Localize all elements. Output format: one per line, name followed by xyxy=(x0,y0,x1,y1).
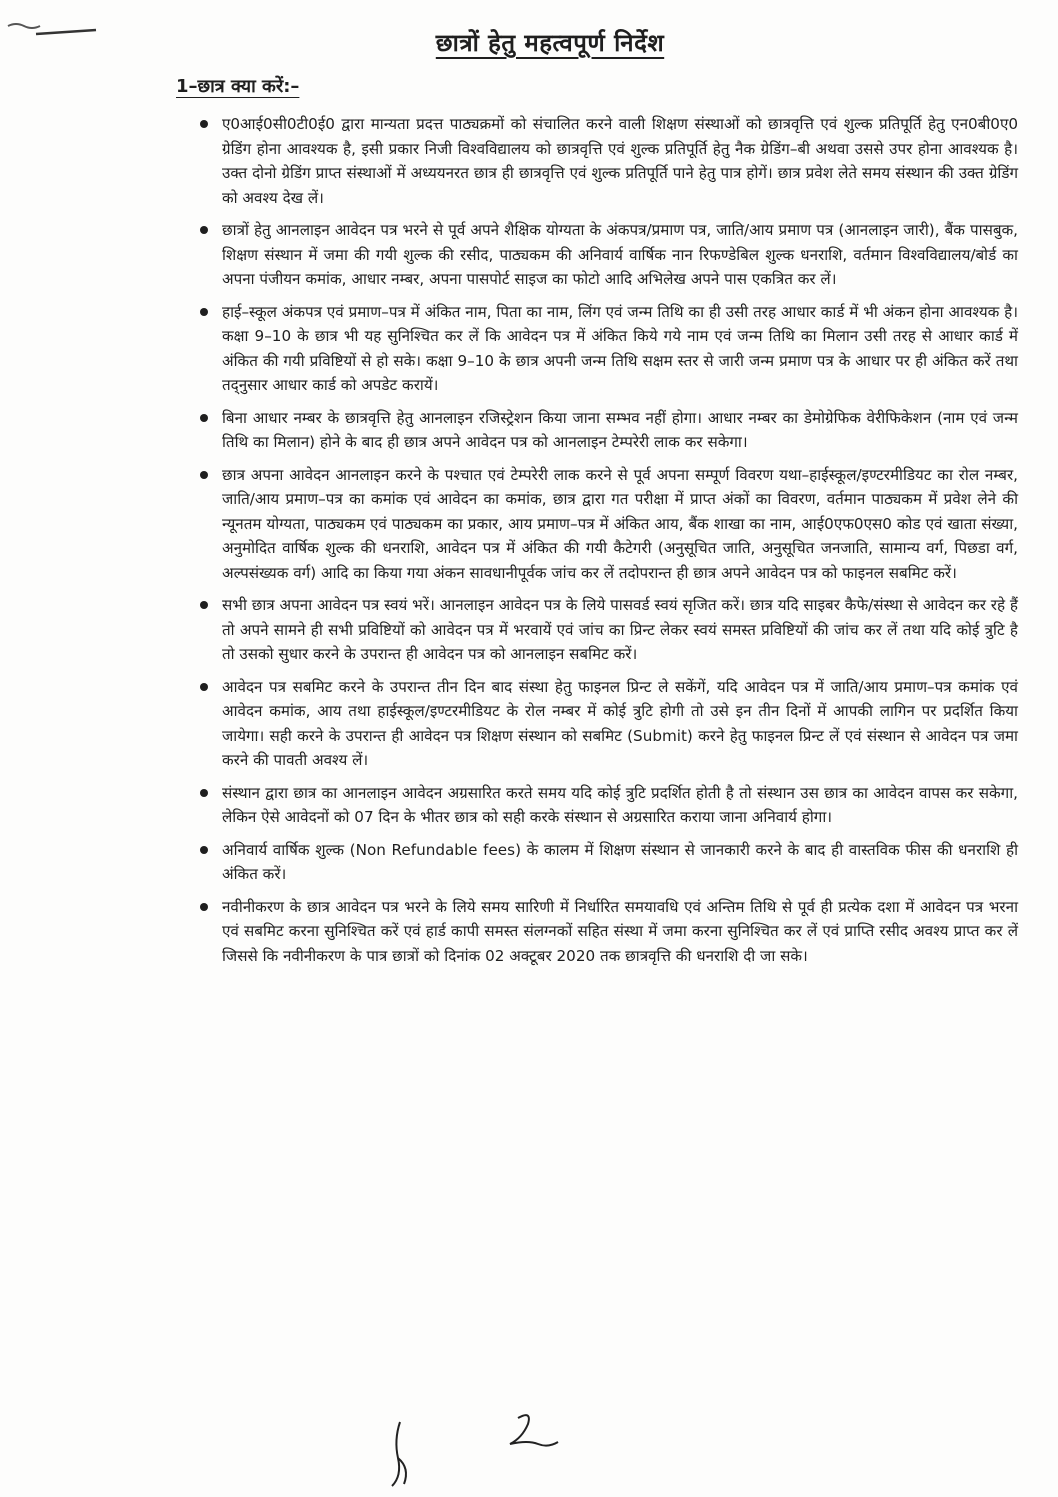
page-title: छात्रों हेतु महत्वपूर्ण निर्देश xyxy=(435,29,665,57)
list-item-text: बिना आधार नम्बर के छात्रवृत्ति हेतु आनलाइन रजिस्ट्रेशन किया जाना सम्भव नहीं होगा। आधार नम्बर का डेमोग्रेफिक वेरीफिकेशन (नाम एवं जन्म तिथि का मिलान) होने के बाद ही छात्र अपने आवेदन पत्र को आनलाइन टेम्परेरी लाक कर सकेगा। xyxy=(222,408,1018,451)
list-item xyxy=(200,406,1018,455)
list-item-text: सभी छात्र अपना आवेदन पत्र स्वयं भरें। आनलाइन आवेदन पत्र के लिये पासवर्ड स्वयं सृजित करें। छात्र यदि साइबर कैफे/संस्था से आवेदन कर रहे हैं तो अपने सामने ही सभी प्रविष्टियों को आवेदन पत्र में भरवायें एवं जांच का प्रिन्ट लेकर स्वयं समस्त प्रविष्टियों की जांच कर लें तथा यदि कोई त्रुटि है तो उसको सुधार करने के उपरान्त ही आवेदन पत्र को आनलाइन सबमिट करें। xyxy=(222,596,1018,663)
list-item xyxy=(200,463,1018,586)
signature-icon xyxy=(370,1418,430,1490)
list-item-text: हाई–स्कूल अंकपत्र एवं प्रमाण–पत्र में अंकित नाम, पिता का नाम, लिंग एवं जन्म तिथि का ही उसी तरह आधार कार्ड में भी अंकन होना आवश्यक है। कक्षा 9–10 के छात्र भी यह सुनिश्चित कर लें कि आवेदन पत्र में अंकित किये गये नाम एवं जन्म तिथि का मिलान उसी तरह से आधार कार्ड में अंकित की गयी प्रविष्टियों से हो सके। कक्षा 9–10 के छात्र अपनी जन्म तिथि सक्षम स्तर से जारी जन्म प्रमाण पत्र के आधार पर ही अंकित करें तथा तद्नुसार आधार कार्ड को अपडेट करायें। xyxy=(222,302,1018,394)
bullet-icon xyxy=(200,601,208,609)
bullet-icon xyxy=(200,789,208,797)
list-item-text: छात्र अपना आवेदन आनलाइन करने के पश्चात एवं टेम्परेरी लाक करने से पूर्व अपना सम्पूर्ण विवरण यथा–हाईस्कूल/इण्टरमीडियट का रोल नम्बर, जाति/आय प्रमाण–पत्र का कमांक एवं आवेदन का कमांक, छात्र द्वारा गत परीक्षा में प्राप्त अंकों का विवरण, वर्तमान पाठ्यकम में प्रवेश लेने की न्यूनतम योग्यता, पाठ्यकम एवं पाठ्यकम का प्रकार, आय प्रमाण–पत्र में अंकित आय, बैंक शाखा का नाम, आई0एफ0एस0 कोड एवं खाता संख्या, अनुमोदित वार्षिक शुल्क की धनराशि, आवेदन पत्र में अंकित की गयी कैटेगरी (अनुसूचित जाति, अनुसूचित जनजाति, सामान्य वर्ग, पिछडा वर्ग, अल्पसंख्यक वर्ग) आदि का किया गया अंकन सावधानीपूर्वक जांच कर लें तदोपरान्त ही छात्र अपने आवेदन पत्र को फाइनल सबमिट करें। xyxy=(222,465,1018,582)
bullet-icon xyxy=(200,308,208,316)
section-heading: 1–छात्र क्या करें:– xyxy=(176,76,300,97)
list-item-text: संस्थान द्वारा छात्र का आनलाइन आवेदन अग्रसारित करते समय यदि कोई त्रुटि प्रदर्शित होती है तो संस्थान उस छात्र का आवेदन वापस कर सकेगा, लेकिन ऐसे आवेदनों को 07 दिन के भीतर छात्र को सही करके संस्थान से अग्रसारित कराया जाना अनिवार्य होगा। xyxy=(222,783,1018,826)
bullet-icon xyxy=(200,120,208,128)
bullet-icon xyxy=(200,846,208,854)
list-item xyxy=(200,895,1018,969)
bullet-icon xyxy=(200,903,208,911)
bullet-icon xyxy=(200,226,208,234)
list-item xyxy=(200,593,1018,667)
list-item-text: छात्रों हेतु आनलाइन आवेदन पत्र भरने से पूर्व अपने शैक्षिक योग्यता के अंकपत्र/प्रमाण पत्र, जाति/आय प्रमाण पत्र (आनलाइन जारी), बैंक पासबुक, शिक्षण संस्थान में जमा की गयी शुल्क की रसीद, पाठ्यकम की अनिवार्य वार्षिक नान रिफण्डेबिल शुल्क धनराशि, वर्तमान विश्वविद्यालय/बोर्ड का अपना पंजीयन कमांक, आधार नम्बर, अपना पासपोर्ट साइज का फोटो आदि अभिलेख अपने पास एकत्रित कर लें। xyxy=(222,221,1018,288)
signature-icon xyxy=(488,1410,568,1460)
list-item-text: ए0आई0सी0टी0ई0 द्वारा मान्यता प्रदत्त पाठ्यक्रमों को संचालित करने वाली शिक्षण संस्थाओं को छात्रवृत्ति एवं शुल्क प्रतिपूर्ति हेतु एन0बी0ए0 ग्रेडिंग होना आवश्यक है, इसी प्रकार निजी विश्वविद्यालय को छात्रवृत्ति एवं शुल्क प्रतिपूर्ति हेतु नैक ग्रेडिंग–बी अथवा उससे उपर होना आवश्यक है। उक्त दोनो ग्रेडिंग प्राप्त संस्थाओं में अध्ययनरत छात्र ही छात्रवृत्ति एवं शुल्क प्रतिपूर्ति पाने हेतु पात्र होगें। छात्र प्रवेश लेते समय संस्थान की उक्त ग्रेडिंग को अवश्य देख लें। xyxy=(222,115,1018,207)
list-item xyxy=(200,838,1018,887)
instruction-list xyxy=(200,112,1018,976)
list-item xyxy=(200,218,1018,292)
list-item-text: नवीनीकरण के छात्र आवेदन पत्र भरने के लिये समय सारिणी में निर्धारित समयावधि एवं अन्तिम तिथि से पूर्व ही प्रत्येक दशा में आवेदन पत्र भरना एवं सबमिट करना सुनिश्चित करें एवं हार्ड कापी समस्त संलग्नकों सहित संस्था में जमा करना सुनिश्चित कर लें एवं प्राप्ति रसीद अवश्य प्राप्त कर लें जिससे कि नवीनीकरण के पात्र छात्रों को दिनांक 02 अक्टूबर 2020 तक छात्रवृत्ति की धनराशि दी जा सके। xyxy=(222,897,1018,965)
list-item xyxy=(200,112,1018,210)
bullet-icon xyxy=(200,471,208,479)
list-item xyxy=(200,300,1018,398)
list-item xyxy=(200,781,1018,830)
list-item-text: आवेदन पत्र सबमिट करने के उपरान्त तीन दिन बाद संस्था हेतु फाइनल प्रिन्ट ले सकेंगें, यदि आवेदन पत्र में जाति/आय प्रमाण–पत्र कमांक एवं आवेदन कमांक, आय तथा हाईस्कूल/इण्टरमीडियट के रोल नम्बर में कोई त्रुटि होगी तो उसे इन तीन दिनों में आपकी लागिन पर प्रदर्शित किया जायेगा। सही करने के उपरान्त ही आवेदन पत्र शिक्षण संस्थान को सबमिट (Submit) करने हेतु फाइनल प्रिन्ट लें एवं संस्थान से आवेदन पत्र जमा करने की पावती अवश्य लें। xyxy=(222,677,1018,769)
bullet-icon xyxy=(200,683,208,691)
list-item-text: अनिवार्य वार्षिक शुल्क (Non Refundable fees) के कालम में शिक्षण संस्थान से जानकारी करने के बाद ही वास्तविक फीस की धनराशि ही अंकित करें। xyxy=(222,840,1018,883)
list-item xyxy=(200,675,1018,773)
bullet-icon xyxy=(200,414,208,422)
signature-area xyxy=(370,1410,610,1490)
